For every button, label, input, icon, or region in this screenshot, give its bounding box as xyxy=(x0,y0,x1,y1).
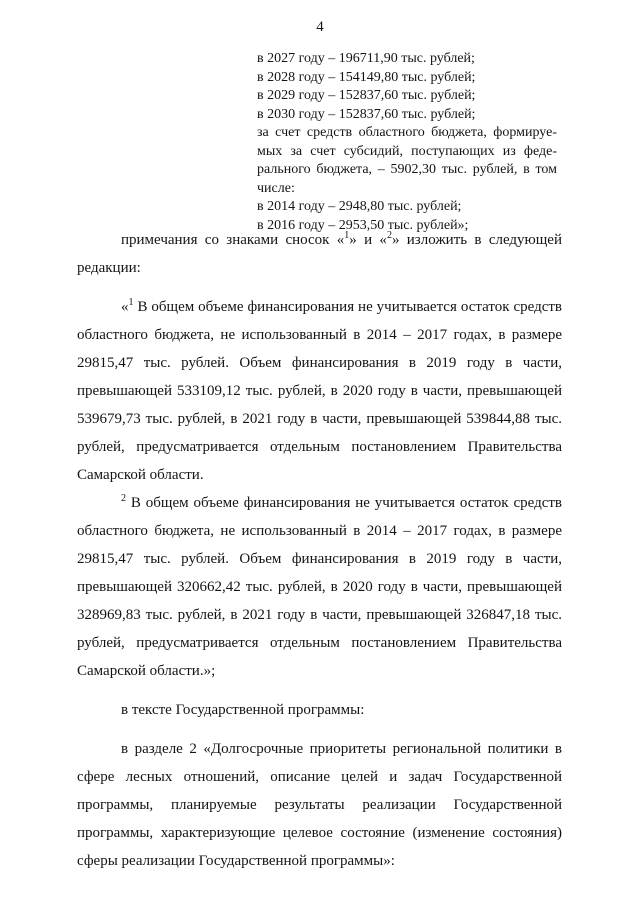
notes-intro-paragraph xyxy=(77,226,562,282)
footnote-mark-2: 2 xyxy=(386,230,392,241)
notes-intro-text: примечания со знаками сносок « xyxy=(121,232,345,248)
document-body xyxy=(77,226,562,875)
footnote-1-text: В общем объеме финансирования не учитывается остаток средств областного бюджета, не использованный в 2014 – 2017 годах, в размере 29815,47 тыс. рублей. Объем финансирования в 2019 году в части, превышающей 533109,12 тыс. рублей, в 2020 году в части, превышающей 539679,73 тыс. рублей, в 2021 году в части, превышающей 539844,88 тыс. рублей, предусматривается отдельным постановлением Правительства Самарской области. xyxy=(77,299,562,483)
footnote-2-paragraph xyxy=(77,489,562,685)
footnote-mark-1: 1 xyxy=(128,297,134,308)
financing-line-2027: в 2027 году – 196711,90 тыс. рублей; xyxy=(257,51,475,66)
footnote-mark-2: 2 xyxy=(121,493,126,504)
financing-block xyxy=(257,50,557,235)
subsidy-line-2016: в 2016 году – 2953,50 тыс. рублей»; xyxy=(257,217,469,233)
financing-line-2029: в 2029 году – 152837,60 тыс. рублей; xyxy=(257,88,476,103)
financing-line-2028: в 2028 году – 154149,80 тыс. рублей; xyxy=(257,69,476,85)
page-number: 4 xyxy=(316,19,324,35)
open-quote: « xyxy=(121,299,129,315)
regional-budget-line: за счет средств областного бюджета, формируе- xyxy=(257,125,557,140)
notes-intro-text: » и « xyxy=(349,232,387,248)
section-2-paragraph: в разделе 2 «Долгосрочные приоритеты региональной политики в сфере лесных отношений, описание целей и задач Государственной программы, планируемые результаты реализации Государственной программы, характеризующие целевое состояние (изменение состояния) сферы реализации Государственной программы»: xyxy=(77,741,562,869)
program-text-intro: в тексте Государственной программы: xyxy=(121,702,365,718)
subsidy-line-2014: в 2014 году – 2948,80 тыс. рублей; xyxy=(257,199,462,214)
regional-budget-line: мых за счет субсидий, поступающих из феде- xyxy=(257,143,557,159)
notes-intro-text: » изложить в следующей редакции: xyxy=(77,232,562,276)
footnote-mark-1: 1 xyxy=(344,230,350,241)
footnote-1-paragraph xyxy=(77,293,562,489)
financing-line-2030: в 2030 году – 152837,60 тыс. рублей; xyxy=(257,106,476,122)
regional-budget-line: числе: xyxy=(257,180,295,196)
footnote-2-text: В общем объеме финансирования не учитывается остаток средств областного бюджета, не использованный в 2014 – 2017 годах, в размере 29815,47 тыс. рублей. Объем финансирования в 2019 году в части, превышающей 320662,42 тыс. рублей, в 2020 году в части, превышающей 328969,83 тыс. рублей, в 2021 году в части, превышающей 326847,18 тыс. рублей, предусматривается отдельным постановлением Правительства Самарской области.»; xyxy=(77,495,562,679)
regional-budget-line: рального бюджета, – 5902,30 тыс. рублей, в том xyxy=(257,162,557,177)
